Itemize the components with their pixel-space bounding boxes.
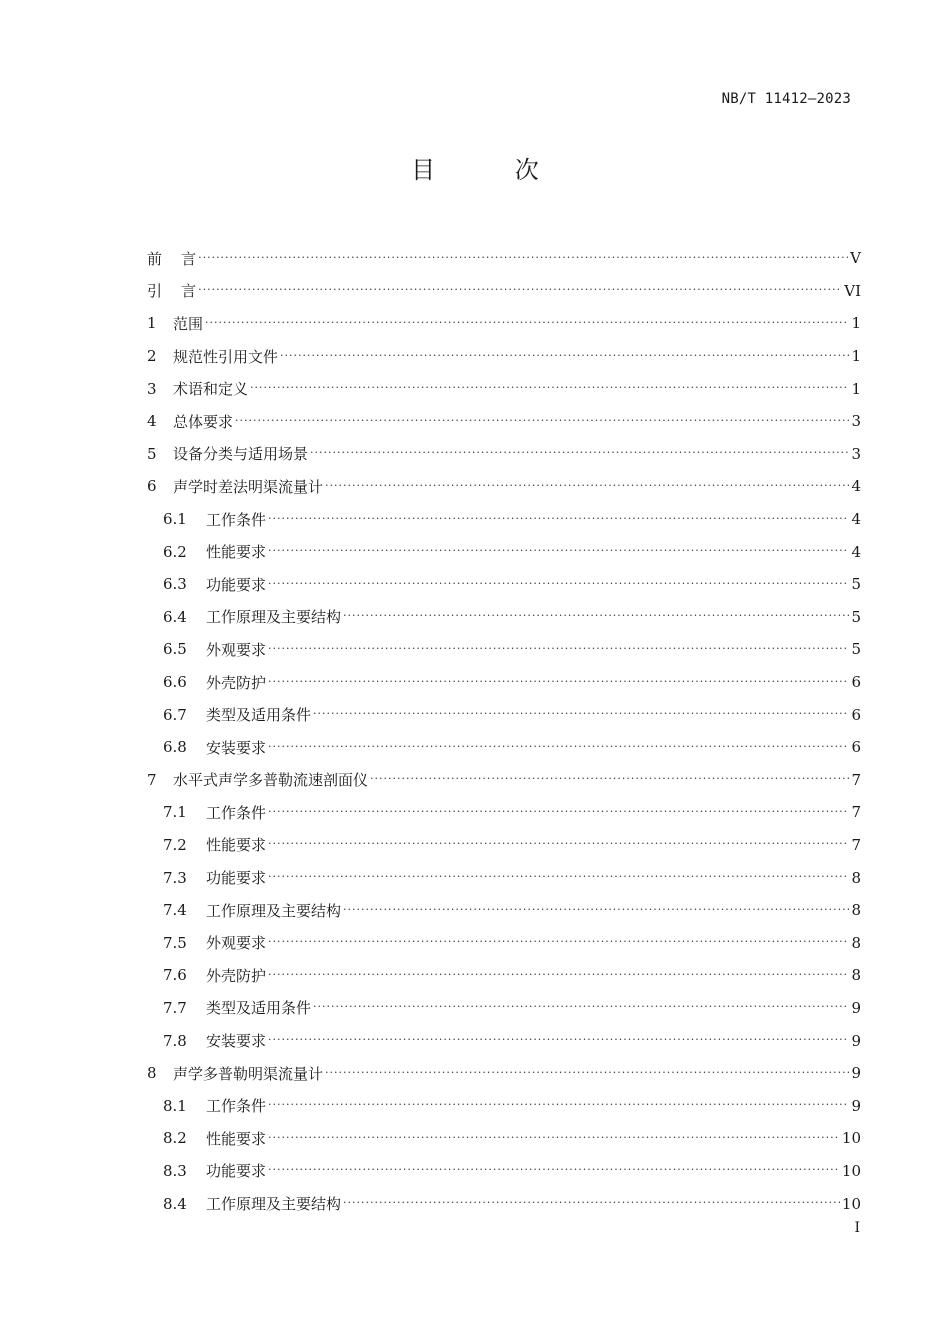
toc-leader-dots — [370, 772, 849, 785]
toc-entry[interactable] — [147, 698, 861, 731]
toc-leader-dots — [268, 1098, 849, 1111]
toc-entry-number: 8.2 — [163, 1129, 187, 1148]
table-of-contents — [147, 242, 861, 1220]
toc-entry-label: 范围 — [173, 314, 204, 333]
toc-entry[interactable] — [147, 633, 861, 666]
toc-entry-label: 工作条件 — [206, 803, 267, 822]
toc-leader-dots — [268, 675, 849, 688]
toc-entry-label: 功能要求 — [206, 869, 267, 888]
toc-entry-number: 8.3 — [163, 1161, 187, 1180]
toc-entry[interactable] — [147, 1122, 861, 1155]
toc-entry-label: 总体要求 — [173, 412, 234, 431]
toc-entry-number: 7.3 — [163, 868, 187, 887]
toc-entry-page: 3 — [851, 412, 861, 431]
toc-leader-dots — [268, 577, 849, 590]
toc-entry-page: 8 — [851, 901, 861, 920]
toc-entry[interactable] — [147, 1057, 861, 1090]
toc-entry-label: 性能要求 — [206, 543, 267, 562]
toc-leader-dots — [205, 316, 849, 329]
toc-entry[interactable] — [147, 894, 861, 927]
toc-entry-page: 7 — [851, 770, 861, 789]
toc-leader-dots — [268, 642, 849, 655]
toc-leader-dots — [268, 935, 849, 948]
toc-entry-number: 7.1 — [163, 803, 187, 822]
toc-entry-label: 功能要求 — [206, 575, 267, 594]
toc-entry-number: 5 — [147, 444, 157, 463]
toc-entry-label: 工作原理及主要结构 — [206, 901, 342, 920]
toc-leader-dots — [268, 968, 849, 981]
toc-entry-number: 7 — [147, 770, 157, 789]
toc-entry-label: 规范性引用文件 — [173, 347, 279, 366]
toc-entry-label: 类型及适用条件 — [206, 999, 312, 1018]
toc-leader-dots — [235, 414, 849, 427]
toc-entry-number: 2 — [147, 347, 157, 366]
toc-entry-label: 工作原理及主要结构 — [206, 1195, 342, 1214]
toc-entry-label: 安装要求 — [206, 738, 267, 757]
toc-entry-page: 8 — [851, 868, 861, 887]
toc-entry-number: 6.8 — [163, 738, 187, 757]
toc-entry-page: 5 — [851, 640, 861, 659]
toc-entry-number: 6.2 — [163, 542, 187, 561]
toc-entry-page: 8 — [851, 933, 861, 952]
toc-entry-number: 7.5 — [163, 933, 187, 952]
toc-entry-page: 5 — [851, 607, 861, 626]
toc-entry-label: 外壳防护 — [206, 966, 267, 985]
toc-leader-dots — [268, 1131, 840, 1144]
toc-entry-label: 安装要求 — [206, 1032, 267, 1051]
toc-entry-label: 性能要求 — [206, 1129, 267, 1148]
toc-entry-label: 外壳防护 — [206, 673, 267, 692]
toc-leader-dots — [280, 349, 849, 362]
toc-entry-number: 8.1 — [163, 1096, 187, 1115]
toc-entry-label: 术语和定义 — [173, 380, 249, 399]
toc-entry[interactable] — [147, 307, 861, 340]
toc-entry-label: 声学时差法明渠流量计 — [173, 477, 324, 496]
toc-leader-dots — [313, 707, 849, 720]
toc-entry-page: 1 — [851, 379, 861, 398]
toc-entry[interactable] — [147, 503, 861, 536]
toc-entry-page: 9 — [851, 998, 861, 1017]
toc-leader-dots — [310, 446, 849, 459]
toc-entry[interactable] — [147, 796, 861, 829]
toc-entry[interactable] — [147, 829, 861, 862]
toc-entry[interactable] — [147, 861, 861, 894]
toc-entry[interactable] — [147, 601, 861, 634]
toc-entry-page: VI — [844, 281, 861, 300]
toc-entry[interactable] — [147, 1187, 861, 1220]
toc-entry-number: 8.4 — [163, 1194, 187, 1213]
toc-leader-dots — [250, 381, 849, 394]
toc-entry-label: 工作条件 — [206, 1097, 267, 1116]
toc-entry-number: 6 — [147, 477, 157, 496]
toc-entry-page: 7 — [851, 835, 861, 854]
toc-entry-label: 水平式声学多普勒流速剖面仪 — [173, 771, 369, 790]
toc-entry-number: 7.4 — [163, 901, 187, 920]
toc-entry[interactable] — [147, 731, 861, 764]
toc-entry[interactable] — [147, 340, 861, 373]
toc-entry-page: 1 — [851, 347, 861, 366]
toc-entry-number: 7.2 — [163, 835, 187, 854]
toc-entry[interactable] — [147, 438, 861, 471]
toc-leader-dots — [198, 283, 842, 296]
toc-entry-label: 声学多普勒明渠流量计 — [173, 1064, 324, 1083]
toc-leader-dots — [268, 740, 849, 753]
toc-entry-number: 6.1 — [163, 510, 187, 529]
toc-entry-label: 设备分类与适用场景 — [173, 445, 309, 464]
toc-entry-label: 性能要求 — [206, 836, 267, 855]
toc-entry-number: 3 — [147, 379, 157, 398]
toc-entry-number: 7.8 — [163, 1031, 187, 1050]
toc-entry[interactable] — [147, 372, 861, 405]
toc-entry-number: 8 — [147, 1064, 157, 1083]
toc-leader-dots — [268, 1163, 840, 1176]
toc-entry[interactable] — [147, 275, 861, 308]
toc-entry-number: 6.3 — [163, 575, 187, 594]
toc-entry-page: 6 — [851, 673, 861, 692]
toc-leader-dots — [268, 870, 849, 883]
toc-entry-number: 6.6 — [163, 673, 187, 692]
toc-entry-number: 7.7 — [163, 998, 187, 1017]
toc-entry[interactable] — [147, 568, 861, 601]
toc-entry-number: 6.4 — [163, 607, 187, 626]
toc-entry-number: 6.5 — [163, 640, 187, 659]
toc-entry-page: 4 — [851, 542, 861, 561]
toc-leader-dots — [325, 479, 849, 492]
toc-entry[interactable] — [147, 926, 861, 959]
toc-leader-dots — [268, 1033, 849, 1046]
toc-entry-page: 10 — [841, 1161, 861, 1180]
toc-leader-dots — [268, 512, 849, 525]
toc-entry-number: 6.7 — [163, 705, 187, 724]
page-number: I — [854, 1220, 860, 1236]
toc-entry-label: 外观要求 — [206, 640, 267, 659]
toc-entry[interactable] — [147, 959, 861, 992]
toc-entry[interactable] — [147, 405, 861, 438]
toc-entry-page: 4 — [851, 510, 861, 529]
toc-leader-dots — [343, 1196, 840, 1209]
toc-leader-dots — [268, 837, 849, 850]
toc-entry-label: 工作原理及主要结构 — [206, 608, 342, 627]
toc-entry-page: 10 — [841, 1129, 861, 1148]
toc-entry[interactable] — [147, 764, 861, 797]
toc-entry-label: 前 言 — [147, 249, 197, 268]
toc-entry-page: 7 — [851, 803, 861, 822]
toc-entry-page: 10 — [841, 1194, 861, 1213]
toc-entry-label: 工作条件 — [206, 510, 267, 529]
toc-leader-dots — [268, 544, 849, 557]
toc-entry-page: 5 — [851, 575, 861, 594]
toc-leader-dots — [198, 251, 848, 264]
toc-entry-page: 6 — [851, 738, 861, 757]
toc-entry[interactable] — [147, 535, 861, 568]
toc-entry-label: 功能要求 — [206, 1162, 267, 1181]
page-title: 目 次 — [411, 156, 575, 184]
toc-entry-page: 9 — [851, 1031, 861, 1050]
toc-entry[interactable] — [147, 1089, 861, 1122]
toc-entry[interactable] — [147, 1024, 861, 1057]
toc-leader-dots — [325, 1066, 849, 1079]
toc-entry-page: 8 — [851, 966, 861, 985]
toc-entry-page: V — [850, 249, 861, 268]
toc-entry-label: 类型及适用条件 — [206, 706, 312, 725]
toc-entry[interactable] — [147, 470, 861, 503]
toc-entry-label: 外观要求 — [206, 934, 267, 953]
toc-entry[interactable] — [147, 1155, 861, 1188]
toc-entry-number: 1 — [147, 314, 157, 333]
standard-code: NB/T 11412—2023 — [721, 91, 851, 107]
toc-entry[interactable] — [147, 242, 861, 275]
toc-entry-number: 4 — [147, 412, 157, 431]
toc-entry-page: 9 — [851, 1064, 861, 1083]
toc-entry[interactable] — [147, 992, 861, 1025]
toc-entry[interactable] — [147, 666, 861, 699]
toc-entry-page: 9 — [851, 1096, 861, 1115]
toc-entry-page: 6 — [851, 705, 861, 724]
toc-entry-page: 1 — [851, 314, 861, 333]
toc-leader-dots — [343, 903, 849, 916]
toc-entry-page: 4 — [851, 477, 861, 496]
toc-leader-dots — [313, 1000, 849, 1013]
toc-leader-dots — [343, 609, 849, 622]
toc-entry-label: 引 言 — [147, 282, 197, 301]
toc-leader-dots — [268, 805, 849, 818]
toc-entry-number: 7.6 — [163, 966, 187, 985]
toc-entry-page: 3 — [851, 444, 861, 463]
